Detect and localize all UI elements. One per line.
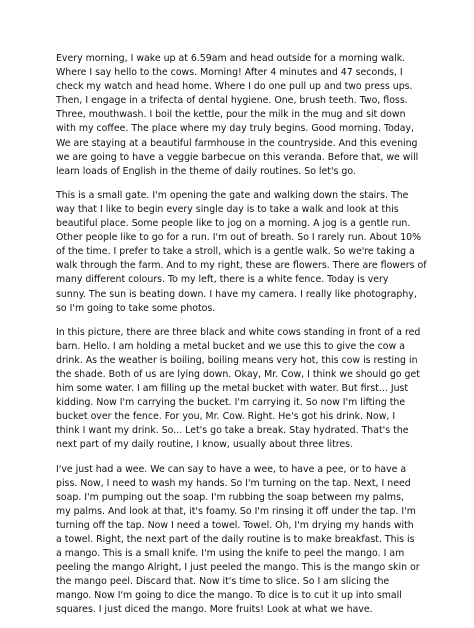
text-line: This is a small gate. I'm opening the gate and walking down the stairs. The [56, 189, 409, 201]
text-line: we are going to have a veggie barbecue on this veranda. Before that, we will [56, 151, 419, 163]
text-line: a mango. This is a small knife. I'm using the knife to peel the mango. I am [56, 548, 405, 560]
text-line: turning off the tap. Now I need a towel. Towel. Oh, I'm drying my hands with [56, 519, 414, 531]
text-line: kidding. Now I'm carrying the bucket. I'm carrying it. So now I'm lifting the [56, 397, 406, 409]
text-line: so I'm going to take some photos. [56, 302, 216, 314]
text-line: Then, I engage in a trifecta of dental hygiene. One, brush teeth. Two, floss. [56, 95, 408, 107]
text-line: Every morning, I wake up at 6.59am and head outside for a morning walk. [56, 53, 406, 64]
text-line: walk through the farm. And to my right, these are flowers. There are flowers of [56, 260, 427, 272]
paragraph-farm-walk [56, 189, 432, 316]
text-line: beautiful place. Some people like to jog on a morning. A jog is a gentle run. [56, 218, 411, 230]
text-line: my palms. And look at that, it's foamy. So I'm rinsing it off under the tap. I'm [56, 505, 416, 517]
text-line: the mango peel. Discard that. Now it's time to slice. So I am slicing the [56, 576, 390, 588]
text-line: drink. As the weather is boiling, boiling means very hot, this cow is resting in [56, 354, 418, 366]
text-line: a towel. Right, the next part of the daily routine is to make breakfast. This is [56, 534, 415, 545]
text-line: sunny. The sun is beating down. I have my camera. I really like photography, [56, 288, 417, 300]
text-line: mango. Now I'm going to dice the mango. To dice is to cut it up into small [56, 590, 402, 602]
text-line: Three, mouthwash. I boil the kettle, pour the milk in the mug and sit down [56, 109, 406, 121]
text-line: the shade. Both of us are lying down. Okay, Mr. Cow, I think we should go get [56, 368, 420, 380]
text-line: of the time. I prefer to take a stroll, which is a gentle walk. So we're taking a [56, 246, 415, 258]
text-line: bucket over the fence. For you, Mr. Cow. Right. He's got his drink. Now, I [56, 411, 396, 423]
text-line: I've just had a wee. We can say to have a wee, to have a pee, or to have a [56, 463, 407, 475]
text-line: peeling the mango Alright, I just peeled the mango. This is the mango skin or [56, 562, 420, 574]
text-line: with my coffee. The place where my day truly begins. Good morning. Today, [56, 123, 415, 135]
paragraph-cows-bucket [56, 326, 432, 453]
text-line: Where I say hello to the cows. Morning! After 4 minutes and 47 seconds, I [56, 67, 403, 79]
paragraph-morning-routine [56, 52, 432, 179]
text-line: squares. I just diced the mango. More fruits! Look at what we have. [56, 604, 373, 616]
text-line: many different colours. To my left, there is a white fence. Today is very [56, 274, 389, 286]
text-line: learn loads of English in the theme of daily routines. So let's go. [56, 165, 356, 177]
text-line: him some water. I am filling up the metal bucket with water. But first... Just [56, 383, 409, 395]
document-body [56, 52, 432, 628]
text-line: next part of my daily routine, I know, usually about three litres. [56, 439, 354, 451]
text-line: barn. Hello. I am holding a metal bucket and we use this to give the cow a [56, 340, 405, 352]
text-line: think I want my drink. So... Let's go take a break. Stay hydrated. That's the [56, 425, 409, 437]
text-line: In this picture, there are three black and white cows standing in front of a red [56, 326, 421, 338]
text-line: piss. Now, I need to wash my hands. So I'm turning on the tap. Next, I need [56, 477, 411, 489]
paragraph-hands-breakfast [56, 463, 432, 618]
text-line: way that I like to begin every single day is to take a walk and look at this [56, 203, 399, 215]
text-line: We are staying at a beautiful farmhouse in the countryside. And this evening [56, 137, 418, 149]
text-line: Other people like to go for a run. I'm out of breath. So I rarely run. About 10% [56, 232, 422, 244]
text-line: check my watch and head home. Where I do one pull up and two press ups. [56, 81, 413, 93]
text-line: soap. I'm pumping out the soap. I'm rubbing the soap between my palms, [56, 491, 404, 503]
